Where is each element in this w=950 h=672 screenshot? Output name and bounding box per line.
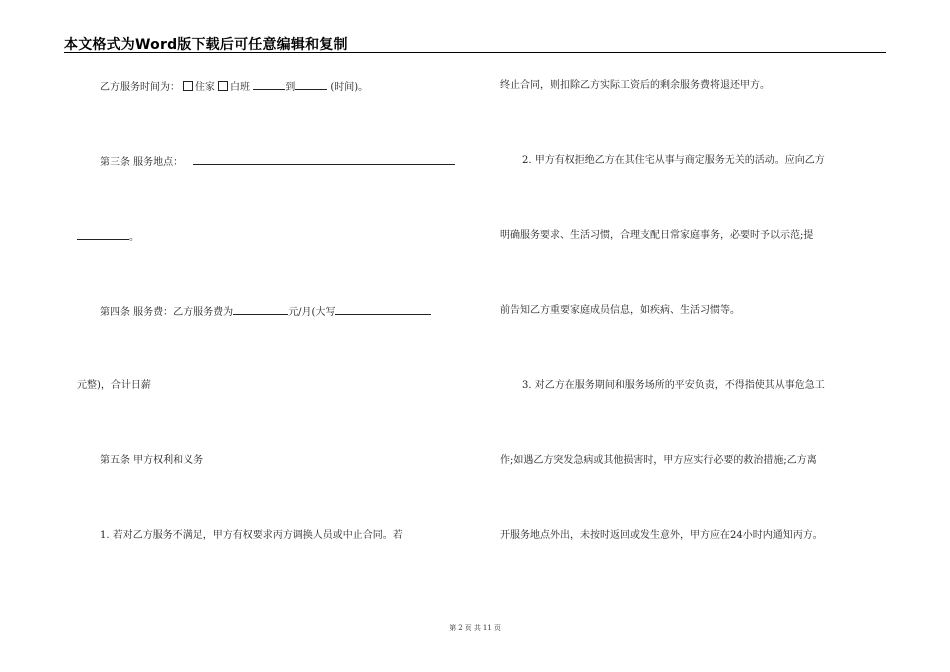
article3-continuation-line [77,229,139,245]
article4-line [100,304,431,320]
page-current: 2 [458,624,463,632]
fee-in-words-blank [335,304,431,315]
article3-label: 第三条 服务地点： [100,157,184,168]
article4-tail-line: 元整)，合计日薪 [77,380,151,391]
service-time-label: 乙方服务时间为： [100,82,180,93]
right-line-7: 开服务地点外出，未按时返回或发生意外，甲方应在24小时内通知丙方。 [500,530,823,541]
service-time-line [100,79,368,95]
to-text: 到 [285,82,296,93]
right-line-1: 终止合同，则扣除乙方实际工资后的剩余服务费将退还甲方。 [500,80,770,91]
page-prefix: 第 [449,624,457,632]
article3-line [100,154,455,170]
header-divider [64,52,886,53]
document-header-title: 本文格式为Word版下载后可任意编辑和复制 [64,37,348,53]
item1-line: 1. 若对乙方服务不满足，甲方有权要求丙方调换人员或中止合同。若 [100,530,403,541]
day-shift-checkbox[interactable] [218,81,228,91]
right-line-6: 作;如遇乙方突发急病或其他损害时，甲方应实行必要的救治措施;乙方离 [500,455,817,466]
article4-unit: 元/月(大写 [288,307,336,318]
article4-label: 第四条 服务费：乙方服务费为 [100,307,234,318]
right-line-4: 前告知乙方重要家庭成员信息，如疾病、生活习惯等。 [500,305,740,316]
right-line-5: 3. 对乙方在服务期间和服务场所的平安负责，不得指使其从事危急工 [522,380,825,391]
page-total: 11 [482,624,492,632]
day-shift-option-label: 白班 [230,82,250,93]
article5-title: 第五条 甲方权利和义务 [100,455,204,466]
time-hint: (时间)。 [330,82,369,93]
article3-end: 。 [129,232,139,243]
end-time-blank [295,79,327,90]
right-line-3: 明确服务要求、生活习惯，合理支配日常家庭事务，必要时予以示范;提 [500,230,814,241]
service-location-blank [193,154,455,165]
page-mid: 页 共 [464,624,481,632]
right-line-2: 2. 甲方有权拒绝乙方在其住宅从事与商定服务无关的活动。应向乙方 [522,155,825,166]
start-time-blank [253,79,285,90]
live-in-checkbox[interactable] [183,81,193,91]
page-suffix: 页 [493,624,501,632]
monthly-fee-blank [233,304,288,315]
page-number [0,623,950,633]
live-in-option-label: 住家 [195,82,215,93]
service-location-blank-cont [77,229,129,240]
